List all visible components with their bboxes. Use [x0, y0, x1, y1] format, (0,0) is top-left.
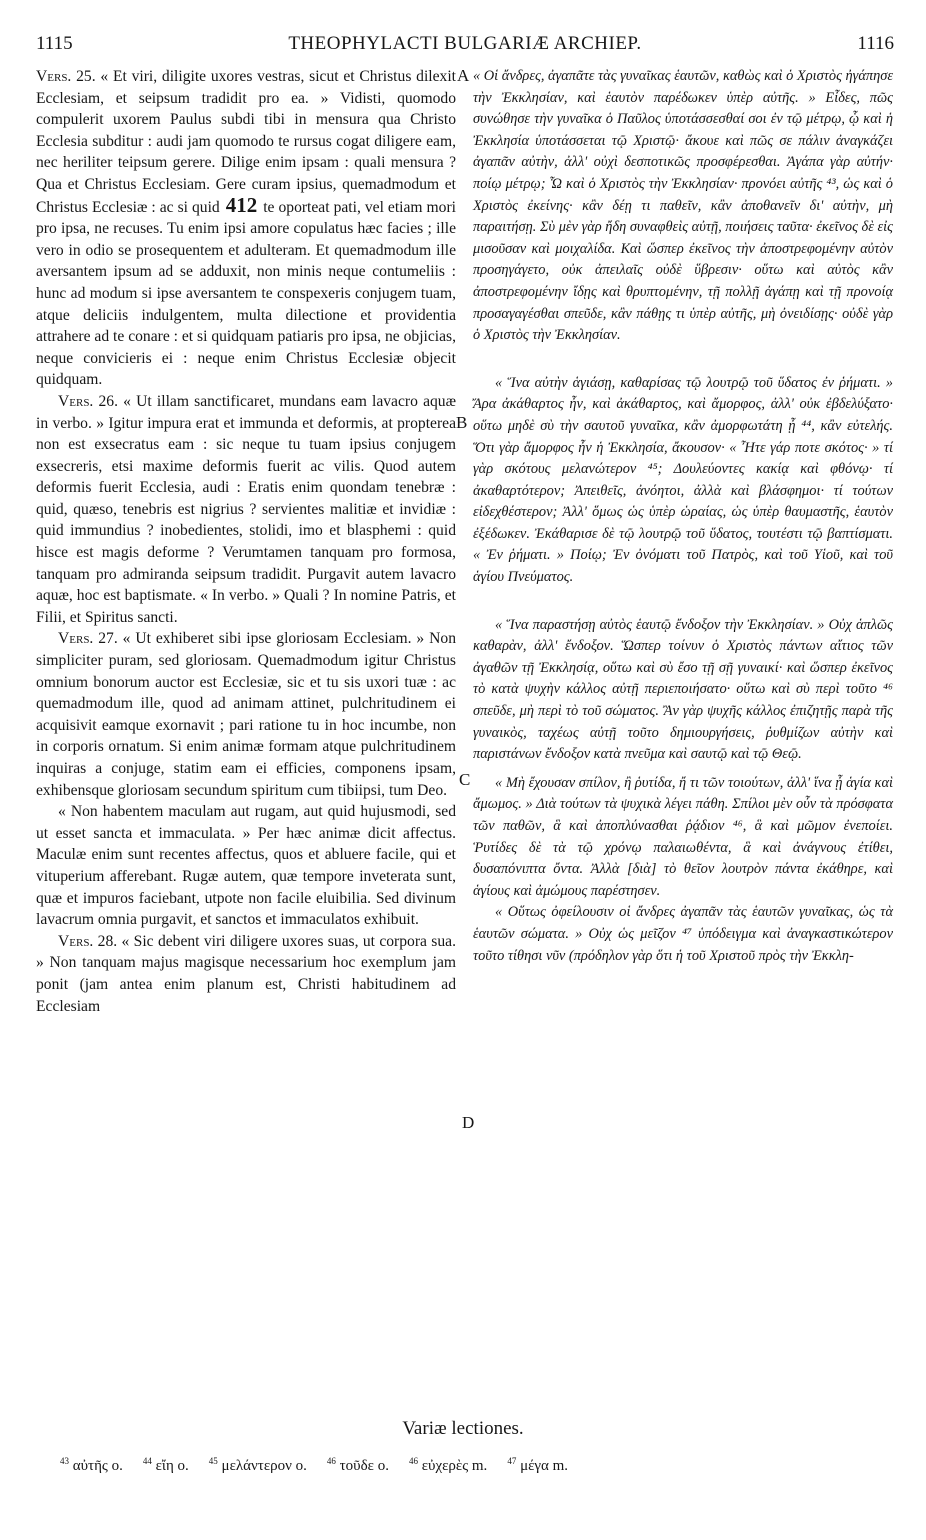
variant-reading: $^{43}$ αὐτῆς o.	[60, 1456, 123, 1474]
latin-paragraph-verse-26	[36, 391, 456, 629]
margin-letter-b: B	[456, 413, 468, 432]
latin-column	[36, 66, 456, 1017]
page-number-left: 1115	[36, 33, 73, 54]
variae-lectiones-title: Variæ lectiones.	[402, 1418, 524, 1439]
running-title: THEOPHYLACTI BULGARIÆ ARCHIEP.	[288, 33, 642, 54]
verse-label: Vers. 25.	[36, 68, 96, 85]
verse-label: Vers. 27.	[58, 630, 118, 648]
verse-label: Vers. 26.	[58, 392, 118, 410]
latin-text: « Ut illam sanctificaret, mundans eam lavacro aquæ in verbo. » Igitur impura erat et immunda et deformis, at propterea non est exsecratus eam : sic neque tu tuam ipsius conjugem exsecreris, etsi maxime deformis fuerit ac vilis. Quod autem deformis fuerit Ecclesia, audi : Eratis enim quondam tenebræ : quid, quæso, tenebris est nigrius ? servientes malitiæ et invidiæ : quid immundius ? inobedientes, stolidi, imo et blasphemi : quid hisce est magis deforme ? Verumtamen tanquam pro formosa, tanquam pro admiranda seipsum tradidit. Purgavit autem lavacro aquæ, hoc est baptismate. « In verbo. » Quali ? In nomine Patris, et Filii, et Spiritus sancti.	[36, 392, 456, 626]
greek-paragraph-1: « Οἱ ἄνδρες, ἀγαπᾶτε τὰς γυναῖκας ἑαυτῶν, καθὼς καὶ ὁ Χριστὸς ἠγάπησε τὴν Ἐκκλησίαν, καὶ ἑαυτὸν παρέδωκεν ὑπὲρ αὐτῆς. » Εἶδες, πῶς συνώθησε τὴν γυναῖκα ὁ Παῦλος ὑποτάσσεσθαί σοι ἐν τῷ μέτρῳ, ᾧ καὶ ἡ Ἐκκλησία ὑποτάσσεται τῷ Χριστῷ· ἄκουε καὶ πῶς σε πάλιν ἀναγκάζει ἀγαπᾶν αὐτὴν, ἀλλ' οὐχὶ δεσποτικῶς προσφέρεσθαι. Ἀγάπα γὰρ αὐτήν· ποίῳ μέτρῳ; Ὧ καὶ ὁ Χριστὸς τὴν Ἐκκλησίαν· προνόει αὐτῆς ⁴³, ὡς καὶ ὁ Χριστὸς ἐκείνης· κἂν δέῃ τι παθεῖν, κἂν ἀποθανεῖν δι' αὐτὴν, μὴ παραιτήσῃ. Σὺ μὲν γὰρ ἤδη συναφθεὶς αὐτῇ, ποιήσεις ταῦτα· ἐκεῖνος δὲ εἰς μισοῦσαν καὶ μοιχαλίδα. Καὶ ὥσπερ ἐκεῖνος τὴν ἀποστρεφομένην αὐτὸν προσηγάγετο, οὐκ ἀπειλαῖς οὐδὲ ὕβρεσιν· οὕτω καὶ αὐτὸς κἂν ἀποστρεφομένην ἴδῃς καὶ θρυπτομένην, τῇ πολλῇ ἀγάπῃ καὶ τῇ προνοίᾳ προσαγαγέσθαι σπεῦδε, κἂν πάθῃς τι ὑπὲρ αὐτῆς, μὴ ὀνειδίσῃς· οὐδὲ γὰρ ὁ Χριστὸς τὴν Ἐκκλησίαν.	[473, 68, 893, 344]
latin-text: « Et viri, diligite uxores vestras, sicut et Christus dilexit Ecclesiam, et seipsum tradidit pro ea. » Vidisti, quomodo compulerit uxorem Paulus subdi tibi in mensura qua Christo Ecclesia subditur : audi jam quomodo te rursus cogat diligere eam, nec heriliter teipsum gerere. Dilige enim ipsam : quali mensura ? Qua et Christus Ecclesiam. Gere curam ipsius, quemadmodum et Christus Ecclesiæ : ac si quid	[36, 68, 456, 216]
greek-paragraph-2: « Ἵνα αὐτὴν ἁγιάσῃ, καθαρίσας τῷ λουτρῷ τοῦ ὕδατος ἐν ῥήματι. » Ἄρα ἀκάθαρτος ἦν, καὶ ἀκάθαρτος, καὶ ἄμορφος, ἀλλ' οὐκ ἐβδελύξατο· οὕτω μηδὲ σὺ τὴν σαυτοῦ γυναῖκα, κἂν ἀμορφωτάτη ᾖ ⁴⁴, κἂν εὐτελής. Ὅτι γὰρ ἄμορφος ἦν ἡ Ἐκκλησία, ἄκουσον· « Ἦτε γάρ ποτε σκότος· » τί γὰρ σκότους μελανώτερον ⁴⁵; Δουλεύοντες κακίᾳ καὶ φθόνῳ· τί ἀκαθαρτότερον; Ἀπειθεῖς, ἀνόητοι, ἀλλὰ καὶ βλάσφημοι· τί τούτων εἰδεχθέστερον; Ἀλλ' ὅμως ὡς ὑπὲρ ὡραίας, ὡς ὑπὲρ θαυμαστῆς, ἑαυτὸν ἐξέδωκεν. Ἐκάθαρισε δὲ τῷ λουτρῷ τοῦ ὕδατος, τουτέστι τῷ βαπτίσματι. « Ἐν ῥήματι. » Ποίῳ; Ἐν ὀνόματι τοῦ Πατρὸς, καὶ τοῦ Υἱοῦ, καὶ τοῦ ἁγίου Πνεύματος.	[473, 374, 893, 586]
latin-paragraph-verse-28	[36, 931, 456, 1017]
greek-paragraph-4: « Μὴ ἔχουσαν σπίλον, ἢ ῥυτίδα, ἤ τι τῶν τοιούτων, ἀλλ' ἵνα ᾖ ἁγία καὶ ἄμωμος. » Διὰ τούτων τὰ ψυχικὰ λέγει πάθη. Σπίλοι μὲν οὖν τὰ πρόσφατα τῶν παθῶν, ἃ καὶ ἀποπλύνασθαι ῥᾴδιον ⁴⁶, ἃ καὶ μῶμον ἐνεποίει. Ῥυτίδες δὲ τὰ τῷ χρόνῳ παλαιωθέντα, ἃ καὶ ἀνάγνους ἐτίθει, δυσαπόνιπτα ὄντα. Ἀλλὰ [διὰ] τὸ θεῖον λουτρὸν πάντα ἐκάθηρε, καὶ ἁγίους καὶ ἀμώμους παρέστησεν.	[473, 774, 893, 899]
margin-letter-d: D	[462, 1113, 475, 1132]
margin-letter-a: A	[457, 66, 470, 85]
latin-paragraph-verse-27	[36, 628, 456, 801]
latin-text: « Sic debent viri diligere uxores suas, ut corpora sua. » Non tanquam majus magisque necessarium hoc exemplum jam ponit (jam antea enim planum est, Christi habitudinem ad Ecclesiam	[36, 932, 456, 1015]
latin-text: « Ut exhiberet sibi ipse gloriosam Ecclesiam. » Non simpliciter puram, sed gloriosam. Quemadmodum igitur Christus omnium bonorum auctor est Ecclesiæ, sic et tu sis uxori tuæ : ac quemadmodum ille, quod ad animam attinet, pulchritudinem ei acquisivit eamque exornavit ; pari ratione tu in hoc incumbe, non in corporis ornatum. Si enim animæ formam atque pulchritudinem inquiras a conjuge, statim eam ei efficies, componens ipsam, exhibensque gloriosam secundum spiritum cum tibiipsi, tum Deo.	[36, 630, 456, 799]
greek-paragraph-3: « Ἵνα παραστήσῃ αὐτὸς ἑαυτῷ ἔνδοξον τὴν Ἐκκλησίαν. » Οὐχ ἁπλῶς καθαρὰν, ἀλλ' ἔνδοξον. Ὥσπερ τοίνυν ὁ Χριστὸς πάντων αἴτιος τῶν ἀγαθῶν τῇ Ἐκκλησίᾳ, οὕτω καὶ σὺ ἔσο τῇ σῇ γυναικί· καὶ ὥσπερ ἐκεῖνος τὸ κατὰ ψυχὴν κάλλος αὐτῇ περιεποιήσατο· οὕτω καὶ σὺ περὶ τοῦτο ⁴⁶ σπεῦδε, μὴ περὶ τὸ τοῦ σώματος. Ἂν γὰρ ψυχῆς κάλλος ἐπιζητῇς παρὰ τῆς γυναικὸς, ταχέως αὐτῇ τοῦτο δημιουργήσεις, ῥυθμίζων αὐτὴν καὶ παριστάνων ἔνδοξον κατὰ πνεῦμα καὶ σαυτῷ καὶ τῷ Θεῷ.	[473, 616, 893, 763]
page-number-right: 1116	[857, 33, 894, 54]
variant-reading: $^{46}$ τοῦδε o.	[326, 1456, 389, 1474]
greek-paragraph-5: « Οὕτως ὀφείλουσιν οἱ ἄνδρες ἀγαπᾶν τὰς ἑαυτῶν γυναῖκας, ὡς τὰ ἑαυτῶν σώματα. » Οὐχ ὡς μεῖζον ⁴⁷ ὑπόδειγμα καὶ ἀναγκαστικώτερον τοῦτο τίθησι νῦν (πρόδηλον γὰρ ὅτι ἡ τοῦ Χριστοῦ πρὸς τὴν Ἐκκλη-	[473, 904, 893, 964]
latin-paragraph-verse-25	[36, 66, 456, 391]
variant-reading: $^{47}$ μέγα m.	[507, 1456, 569, 1474]
latin-paragraph-macula: « Non habentem maculam aut rugam, aut quid hujusmodi, sed ut esset sancta et immaculata. » Per hæc animæ dicit affectus. Maculæ enim sunt recentes affectus, quos et abluere facile, qui et vituperium afferebant. Rugæ autem, quæ tempore inveterata sunt, quæ et impuros faciebant, utpote non facile eluibilia. Sed divinum lavacrum omnia purgavit, et sanctos et immaculatos exhibuit.	[36, 803, 456, 929]
margin-letter-c: C	[459, 770, 471, 789]
variant-reading: $^{44}$ εἴη o.	[142, 1456, 189, 1474]
variant-reading: $^{46}$ εὐχερὲς m.	[408, 1456, 488, 1474]
latin-text: te oporteat pati, vel etiam mori pro ipsa, ne recuses. Tu enim ipsi amore copulatus hæc facies ; ille vero in odio se prosequentem et adulteram. Et quemadmodum ille aversantem ipsum ad se adduxit, non minis neque contumeliis : hunc ad modum si ipse aversantem te conspexeris conjugem tuam, atque deliciis indulgentem, multa dilectione et providentia attrahere ad te conare : et si quidquam patiaris pro ipsa, ne objicias, neque convicieris ei : neque enim Christus Ecclesiæ objecit quidquam.	[36, 198, 457, 389]
variae-lectiones-list	[60, 1456, 880, 1475]
variant-reading: $^{45}$ μελάντερον o.	[208, 1456, 307, 1474]
column-number: 412	[225, 192, 258, 217]
verse-label: Vers. 28.	[58, 932, 118, 950]
page-header	[36, 33, 894, 59]
greek-column	[473, 66, 893, 967]
